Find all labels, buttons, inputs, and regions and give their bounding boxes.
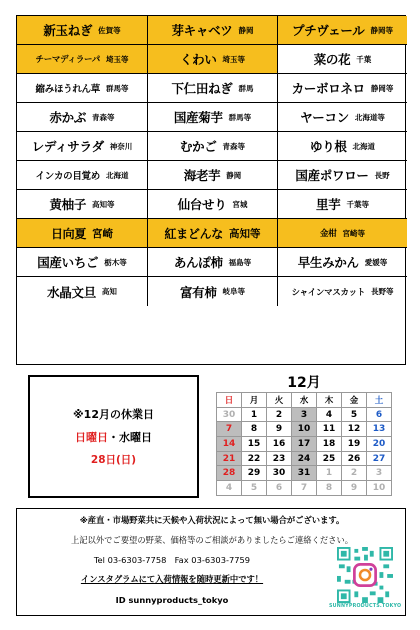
produce-cell [278, 161, 407, 190]
produce-origin: 埼玉等 [222, 54, 246, 64]
produce-name: 芽キャベツ [171, 23, 233, 38]
calendar-day: 24 [292, 452, 317, 467]
produce-name: インカの目覚め [35, 171, 100, 182]
produce-origin: 静岡 [238, 25, 254, 35]
calendar-day: 7 [217, 422, 242, 437]
holiday-day-wednesday: 水曜日 [119, 431, 152, 444]
holiday-title: ※12月の休業日 [72, 408, 154, 421]
calendar-weekday: 土 [367, 393, 392, 408]
produce-origin: 宮崎 [92, 227, 114, 240]
produce-origin: 埼玉等 [106, 54, 129, 64]
calendar-day: 5 [342, 408, 367, 423]
produce-cell [17, 45, 148, 74]
produce-name: 新玉ねぎ [43, 23, 93, 38]
calendar-day: 18 [317, 437, 342, 452]
produce-name: 縮みほうれん草 [35, 84, 100, 95]
produce-origin: 宮崎等 [342, 228, 365, 238]
instagram-note: インスタグラムにて入荷情報を随時更新中です！ [80, 574, 264, 584]
calendar-weekday: 火 [267, 393, 292, 408]
produce-origin: 神奈川 [109, 141, 133, 151]
calendar-day: 6 [267, 481, 292, 496]
calendar-grid [216, 392, 392, 496]
produce-origin: 長野 [374, 170, 390, 180]
holiday-days [75, 429, 152, 445]
calendar-day: 13 [367, 422, 392, 437]
calendar-weekday: 金 [342, 393, 367, 408]
produce-name: 国産菊芋 [173, 110, 223, 125]
calendar-day: 31 [292, 466, 317, 481]
calendar-day: 21 [217, 452, 242, 467]
produce-name: ヤーコン [300, 110, 349, 125]
produce-cell [17, 248, 148, 277]
calendar-day: 3 [292, 408, 317, 423]
produce-origin: 青森等 [92, 112, 115, 122]
produce-origin: 高知等 [92, 199, 115, 209]
produce-name: 海老芋 [183, 168, 221, 183]
produce-name: カーボロネロ [291, 81, 365, 96]
qr-code-icon [337, 547, 393, 603]
produce-cell [148, 74, 278, 103]
calendar-weekday: 水 [292, 393, 317, 408]
produce-origin: 静岡 [226, 170, 242, 180]
calendar-day: 4 [317, 408, 342, 423]
availability-note: ※産直・市場野菜共に天候や入荷状況によって無い場合がございます。 [79, 515, 345, 525]
produce-cell [148, 16, 278, 45]
calendar-day: 5 [242, 481, 267, 496]
produce-origin: 愛媛等 [364, 257, 388, 267]
produce-name: ゆり根 [309, 139, 347, 154]
produce-cell [17, 161, 148, 190]
calendar-day: 26 [342, 452, 367, 467]
produce-cell [17, 219, 148, 248]
holiday-day-separator: ・ [108, 431, 119, 444]
calendar-day: 3 [367, 466, 392, 481]
produce-name: 菜の花 [313, 52, 351, 67]
consult-note: 上記以外でご要望の野菜、価格等のご相談がありましたらご連絡ください。 [70, 535, 354, 545]
produce-name: 国産ポワロー [295, 168, 369, 183]
produce-name: 赤かぶ [49, 110, 87, 125]
calendar-weekday: 日 [217, 393, 242, 408]
produce-name: 里芋 [316, 197, 341, 212]
calendar [216, 374, 392, 496]
produce-origin: 静岡等 [370, 83, 394, 93]
calendar-weekday: 月 [242, 393, 267, 408]
produce-origin: 栃木等 [104, 257, 127, 267]
calendar-day: 19 [342, 437, 367, 452]
contact-numbers: Tel 03-6303-7758 Fax 03-6303-7759 [93, 555, 251, 565]
produce-origin: 高知等 [229, 227, 261, 240]
holiday-notice [28, 375, 199, 498]
holiday-extra-date: 28日(日) [90, 454, 137, 466]
produce-name: 日向夏 [50, 226, 87, 241]
calendar-title: 12月 [287, 375, 321, 391]
calendar-day: 11 [317, 422, 342, 437]
instagram-account-id: ID sunnyproducts_tokyo [115, 595, 229, 605]
produce-origin: 佐賀等 [98, 25, 121, 35]
calendar-day: 12 [342, 422, 367, 437]
calendar-day: 25 [317, 452, 342, 467]
calendar-day: 2 [267, 408, 292, 423]
produce-cell [17, 74, 148, 103]
calendar-day: 15 [242, 437, 267, 452]
calendar-day: 30 [267, 466, 292, 481]
produce-name: 国産いちご [37, 255, 99, 270]
produce-cell [278, 45, 407, 74]
produce-name: 富有柿 [179, 284, 217, 300]
produce-name: シャインマスカット [291, 287, 366, 298]
calendar-weekday: 木 [317, 393, 342, 408]
produce-name: 下仁田ねぎ [171, 81, 233, 96]
produce-origin: 北海道等 [354, 112, 385, 122]
produce-origin: 群馬等 [228, 112, 252, 122]
produce-origin: 岐阜等 [222, 287, 246, 296]
calendar-day: 9 [342, 481, 367, 496]
calendar-day: 20 [367, 437, 392, 452]
holiday-day-sunday: 日曜日 [75, 431, 108, 444]
produce-cell [148, 190, 278, 219]
produce-origin: 群馬等 [105, 83, 129, 93]
produce-cell [148, 45, 278, 74]
calendar-day: 9 [267, 422, 292, 437]
produce-origin: 福島等 [228, 257, 252, 267]
calendar-day: 10 [367, 481, 392, 496]
produce-origin: 北海道 [105, 170, 129, 180]
calendar-day: 10 [292, 422, 317, 437]
produce-cell [148, 219, 278, 248]
calendar-day: 14 [217, 437, 242, 452]
calendar-day: 4 [217, 481, 242, 496]
qr-caption: SUNNYPRODUCTS.TOKYO [329, 604, 402, 609]
produce-name: チーマディラーパ [35, 55, 100, 65]
calendar-day: 16 [267, 437, 292, 452]
calendar-day: 1 [242, 408, 267, 423]
produce-cell [17, 16, 148, 45]
produce-origin: 千葉 [356, 54, 372, 64]
produce-origin: 北海道 [352, 141, 376, 151]
produce-cell [278, 248, 407, 277]
produce-origin: 千葉等 [346, 199, 369, 209]
produce-cell [17, 190, 148, 219]
produce-cell [148, 132, 278, 161]
produce-cell [148, 103, 278, 132]
produce-name: プチヴェール [292, 23, 365, 38]
produce-cell [278, 277, 407, 306]
produce-name: くわい [179, 52, 217, 67]
calendar-day: 29 [242, 466, 267, 481]
produce-origin: 宮城 [232, 199, 248, 209]
produce-cell [278, 132, 407, 161]
produce-cell [278, 103, 407, 132]
produce-name: むかご [179, 139, 217, 154]
produce-name: 水晶文旦 [47, 284, 96, 300]
calendar-day: 27 [367, 452, 392, 467]
produce-name: 早生みかん [297, 255, 359, 270]
produce-cell [17, 103, 148, 132]
calendar-day: 6 [367, 408, 392, 423]
calendar-day: 22 [242, 452, 267, 467]
produce-name: 黄柚子 [49, 197, 87, 212]
produce-cell [148, 277, 278, 306]
calendar-day: 30 [217, 408, 242, 423]
produce-name: 金柑 [320, 229, 337, 239]
produce-name: 紅まどんな [164, 226, 223, 241]
produce-cell [17, 132, 148, 161]
produce-list [16, 15, 406, 365]
calendar-day: 1 [317, 466, 342, 481]
produce-origin: 群馬 [238, 83, 254, 93]
produce-name: あんぽ柿 [173, 255, 223, 270]
calendar-day: 23 [267, 452, 292, 467]
info-box [16, 508, 406, 616]
produce-origin: 静岡等 [370, 25, 393, 35]
calendar-day: 2 [342, 466, 367, 481]
produce-cell [278, 219, 407, 248]
produce-cell [278, 74, 407, 103]
calendar-day: 7 [292, 481, 317, 496]
produce-name: 仙台せり [177, 197, 227, 212]
produce-cell [148, 161, 278, 190]
calendar-day: 8 [317, 481, 342, 496]
produce-origin: 長野等 [371, 287, 394, 296]
produce-origin: 青森等 [222, 141, 246, 151]
calendar-day: 28 [217, 466, 242, 481]
produce-origin: 高知 [101, 287, 117, 296]
produce-cell [148, 248, 278, 277]
produce-cell [278, 16, 407, 45]
produce-cell [17, 277, 148, 306]
produce-cell [278, 190, 407, 219]
produce-name: レディサラダ [31, 139, 104, 154]
calendar-day: 17 [292, 437, 317, 452]
calendar-day: 8 [242, 422, 267, 437]
